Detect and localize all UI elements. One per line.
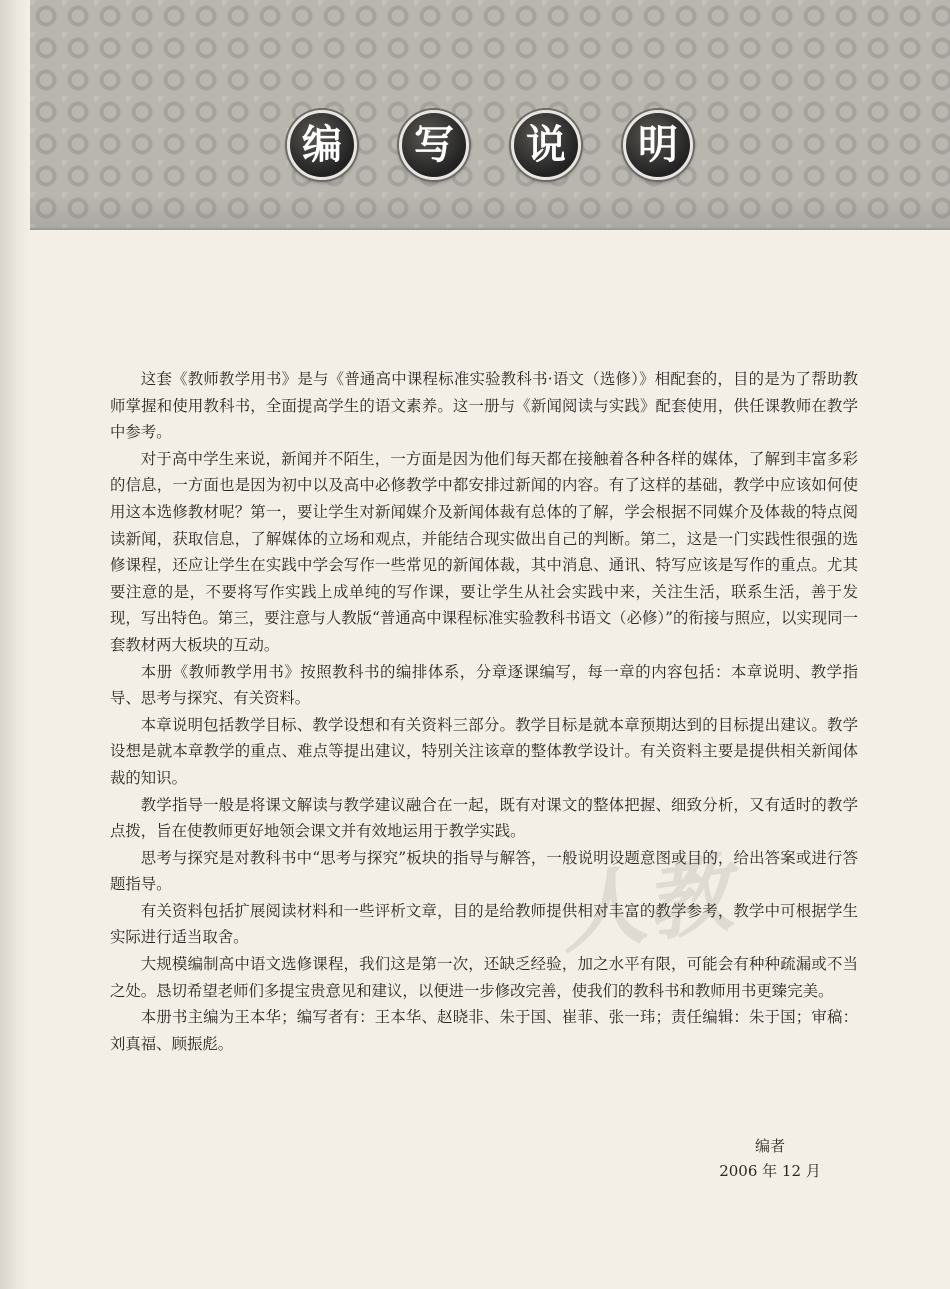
book-spine-shadow: [0, 0, 30, 1289]
signature-block: [700, 1134, 840, 1184]
paragraph: 本章说明包括教学目标、教学设想和有关资料三部分。教学目标是就本章预期达到的目标提出建议。教学设想是就本章教学的重点、难点等提出建议，特别关注该章的整体教学设计。有关资料主要是提供相关新闻体裁的知识。: [110, 715, 858, 787]
title-char-4: 明: [623, 110, 693, 180]
paragraph: 大规模编制高中语文选修课程，我们这是第一次，还缺乏经验，加之水平有限，可能会有种种疏漏或不当之处。恳切希望老师们多提宝贵意见和建议，以便进一步修改完善，使我们的教科书和教师用书更臻完美。: [110, 955, 858, 1000]
page-title: [30, 110, 950, 180]
header-pattern-band: [30, 0, 950, 230]
watermark-logo: 人教: [552, 842, 738, 967]
paragraph: 教学指导一般是将课文解读与教学建议融合在一起，既有对课文的整体把握、细致分析，又有适时的教学点拨，旨在使教师更好地领会课文并有效地运用于教学实践。: [110, 795, 858, 841]
signature-author: 编者: [754, 1137, 785, 1155]
paragraph: 这套《教师教学用书》是与《普通高中课程标准实验教科书·语文（选修）》相配套的，目的是为了帮助教师掌握和使用教科书，全面提高学生的语文素养。这一册与《新闻阅读与实践》配套使用，供任课教师在教学中参考。: [110, 370, 858, 442]
title-char-1: 编: [287, 110, 357, 180]
title-char-3: 说: [511, 110, 581, 180]
paragraph: 对于高中学生来说，新闻并不陌生，一方面是因为他们每天都在接触着各种各样的媒体，了解到丰富多彩的信息，一方面也是因为初中以及高中必修教学中都安排过新闻的内容。有了这样的基础，教学中应该如何使用这本选修教材呢？第一，要让学生对新闻媒介及新闻体裁有总体的了解，学会根据不同媒介及体裁的特点阅读新闻，获取信息，了解媒体的立场和观点，并能结合现实做出自己的判断。第二，这是一门实践性很强的选修课程，还应让学生在实践中学会写作一些常见的新闻体裁，其中消息、通讯、特写应该是写作的重点。尤其要注意的是，不要将写作实践上成单纯的写作课，要让学生从社会实践中来，关注生活，联系生活，善于发现，写出特色。第三，要注意与人教版“普通高中课程标准实验教科书语文（必修）”的衔接与照应，以实现同一套教材两大板块的互动。: [110, 449, 858, 654]
paragraph: 本册书主编为王本华；编写者有：王本华、赵晓非、朱于国、崔菲、张一玮；责任编辑：朱于国；审稿：刘真福、顾振彪。: [110, 1008, 858, 1053]
title-char-2: 写: [399, 110, 469, 180]
body-text: [110, 366, 858, 1057]
paragraph: 思考与探究是对教科书中“思考与探究”板块的指导与解答，一般说明设题意图或目的，给出答案或进行答题指导。: [110, 848, 858, 894]
paragraph: 有关资料包括扩展阅读材料和一些评析文章，目的是给教师提供相对丰富的教学参考，教学中可根据学生实际进行适当取舍。: [110, 901, 858, 947]
signature-date: 2006 年 12 月: [719, 1162, 821, 1180]
paragraph: 本册《教师教学用书》按照教科书的编排体系，分章逐课编写，每一章的内容包括：本章说明、教学指导、思考与探究、有关资料。: [110, 662, 858, 708]
